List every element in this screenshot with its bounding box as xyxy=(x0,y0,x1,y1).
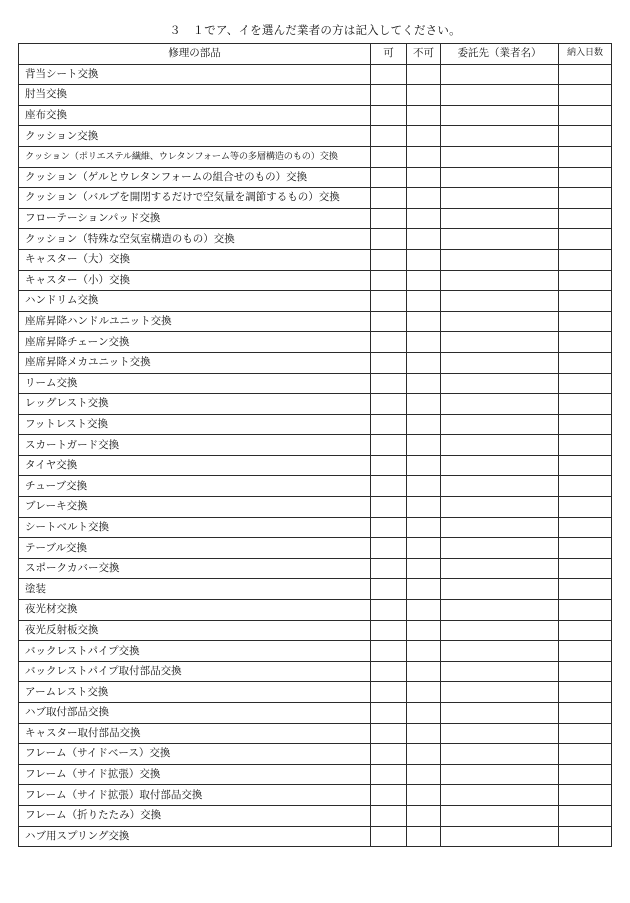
part-name-cell: キャスター（小）交換 xyxy=(19,270,371,291)
possible-cell[interactable] xyxy=(371,188,407,209)
delivery-days-cell[interactable] xyxy=(559,394,612,415)
part-name-cell: アームレスト交換 xyxy=(19,682,371,703)
delivery-days-cell[interactable] xyxy=(559,682,612,703)
impossible-cell[interactable] xyxy=(407,579,441,600)
possible-cell[interactable] xyxy=(371,455,407,476)
contractor-cell[interactable] xyxy=(441,105,559,126)
delivery-days-cell[interactable] xyxy=(559,229,612,250)
table-row xyxy=(19,455,612,476)
contractor-cell[interactable] xyxy=(441,188,559,209)
impossible-cell[interactable] xyxy=(407,85,441,106)
impossible-cell[interactable] xyxy=(407,373,441,394)
contractor-cell[interactable] xyxy=(441,249,559,270)
impossible-cell[interactable] xyxy=(407,64,441,85)
contractor-cell[interactable] xyxy=(441,703,559,724)
table-row xyxy=(19,291,612,312)
header-impossible: 不可 xyxy=(407,44,441,65)
table-row xyxy=(19,558,612,579)
part-name-cell: フレーム（サイドベース）交換 xyxy=(19,744,371,765)
possible-cell[interactable] xyxy=(371,146,407,167)
possible-cell[interactable] xyxy=(371,641,407,662)
delivery-days-cell[interactable] xyxy=(559,723,612,744)
contractor-cell[interactable] xyxy=(441,600,559,621)
possible-cell[interactable] xyxy=(371,538,407,559)
contractor-cell[interactable] xyxy=(441,414,559,435)
contractor-cell[interactable] xyxy=(441,620,559,641)
part-name-cell: チューブ交換 xyxy=(19,476,371,497)
possible-cell[interactable] xyxy=(371,826,407,847)
impossible-cell[interactable] xyxy=(407,146,441,167)
table-row xyxy=(19,497,612,518)
possible-cell[interactable] xyxy=(371,64,407,85)
possible-cell[interactable] xyxy=(371,682,407,703)
delivery-days-cell[interactable] xyxy=(559,805,612,826)
delivery-days-cell[interactable] xyxy=(559,414,612,435)
part-name-cell: 背当シート交換 xyxy=(19,64,371,85)
header-contractor: 委託先（業者名） xyxy=(441,44,559,65)
table-row xyxy=(19,146,612,167)
impossible-cell[interactable] xyxy=(407,538,441,559)
part-name-cell: クッション（バルブを開閉するだけで空気量を調節するもの）交換 xyxy=(19,188,371,209)
part-name-cell: クッション（ポリエステル繊維、ウレタンフォーム等の多層構造のもの）交換 xyxy=(19,146,371,167)
header-row xyxy=(19,44,612,65)
part-name-cell: 夜光材交換 xyxy=(19,600,371,621)
possible-cell[interactable] xyxy=(371,229,407,250)
delivery-days-cell[interactable] xyxy=(559,497,612,518)
impossible-cell[interactable] xyxy=(407,435,441,456)
part-name-cell: ハブ取付部品交換 xyxy=(19,703,371,724)
part-name-cell: バックレストパイプ交換 xyxy=(19,641,371,662)
possible-cell[interactable] xyxy=(371,167,407,188)
contractor-cell[interactable] xyxy=(441,682,559,703)
part-name-cell: ハンドリム交換 xyxy=(19,291,371,312)
part-name-cell: ブレーキ交換 xyxy=(19,497,371,518)
table-row xyxy=(19,85,612,106)
impossible-cell[interactable] xyxy=(407,208,441,229)
impossible-cell[interactable] xyxy=(407,394,441,415)
delivery-days-cell[interactable] xyxy=(559,208,612,229)
part-name-cell: 座席昇降メカユニット交換 xyxy=(19,352,371,373)
delivery-days-cell[interactable] xyxy=(559,455,612,476)
possible-cell[interactable] xyxy=(371,414,407,435)
part-name-cell: クッション交換 xyxy=(19,126,371,147)
contractor-cell[interactable] xyxy=(441,455,559,476)
impossible-cell[interactable] xyxy=(407,167,441,188)
part-name-cell: レッグレスト交換 xyxy=(19,394,371,415)
table-row xyxy=(19,167,612,188)
delivery-days-cell[interactable] xyxy=(559,744,612,765)
part-name-cell: 座席昇降ハンドルユニット交換 xyxy=(19,311,371,332)
delivery-days-cell[interactable] xyxy=(559,188,612,209)
delivery-days-cell[interactable] xyxy=(559,476,612,497)
impossible-cell[interactable] xyxy=(407,291,441,312)
table-row xyxy=(19,332,612,353)
part-name-cell: クッション（ゲルとウレタンフォームの組合せのもの）交換 xyxy=(19,167,371,188)
possible-cell[interactable] xyxy=(371,805,407,826)
table-row xyxy=(19,744,612,765)
delivery-days-cell[interactable] xyxy=(559,703,612,724)
contractor-cell[interactable] xyxy=(441,126,559,147)
table-row xyxy=(19,126,612,147)
contractor-cell[interactable] xyxy=(441,229,559,250)
header-delivery-days: 納入日数 xyxy=(559,44,612,65)
part-name-cell: スポークカバー交換 xyxy=(19,558,371,579)
possible-cell[interactable] xyxy=(371,744,407,765)
delivery-days-cell[interactable] xyxy=(559,785,612,806)
header-possible: 可 xyxy=(371,44,407,65)
table-row xyxy=(19,270,612,291)
delivery-days-cell[interactable] xyxy=(559,661,612,682)
contractor-cell[interactable] xyxy=(441,167,559,188)
contractor-cell[interactable] xyxy=(441,579,559,600)
table-row xyxy=(19,620,612,641)
part-name-cell: ハブ用スプリング交換 xyxy=(19,826,371,847)
delivery-days-cell[interactable] xyxy=(559,146,612,167)
possible-cell[interactable] xyxy=(371,105,407,126)
possible-cell[interactable] xyxy=(371,311,407,332)
part-name-cell: フレーム（サイド拡張）取付部品交換 xyxy=(19,785,371,806)
impossible-cell[interactable] xyxy=(407,744,441,765)
possible-cell[interactable] xyxy=(371,497,407,518)
possible-cell[interactable] xyxy=(371,620,407,641)
impossible-cell[interactable] xyxy=(407,723,441,744)
impossible-cell[interactable] xyxy=(407,455,441,476)
table-row xyxy=(19,723,612,744)
delivery-days-cell[interactable] xyxy=(559,435,612,456)
possible-cell[interactable] xyxy=(371,435,407,456)
table-row xyxy=(19,826,612,847)
possible-cell[interactable] xyxy=(371,785,407,806)
contractor-cell[interactable] xyxy=(441,785,559,806)
impossible-cell[interactable] xyxy=(407,600,441,621)
impossible-cell[interactable] xyxy=(407,682,441,703)
impossible-cell[interactable] xyxy=(407,703,441,724)
contractor-cell[interactable] xyxy=(441,208,559,229)
table-row xyxy=(19,805,612,826)
contractor-cell[interactable] xyxy=(441,373,559,394)
repair-parts-table xyxy=(18,43,612,847)
impossible-cell[interactable] xyxy=(407,414,441,435)
part-name-cell: スカートガード交換 xyxy=(19,435,371,456)
delivery-days-cell[interactable] xyxy=(559,352,612,373)
contractor-cell[interactable] xyxy=(441,764,559,785)
table-row xyxy=(19,517,612,538)
delivery-days-cell[interactable] xyxy=(559,538,612,559)
delivery-days-cell[interactable] xyxy=(559,826,612,847)
impossible-cell[interactable] xyxy=(407,805,441,826)
possible-cell[interactable] xyxy=(371,517,407,538)
possible-cell[interactable] xyxy=(371,764,407,785)
impossible-cell[interactable] xyxy=(407,476,441,497)
table-row xyxy=(19,682,612,703)
impossible-cell[interactable] xyxy=(407,352,441,373)
table-row xyxy=(19,414,612,435)
part-name-cell: シートベルト交換 xyxy=(19,517,371,538)
impossible-cell[interactable] xyxy=(407,661,441,682)
delivery-days-cell[interactable] xyxy=(559,620,612,641)
part-name-cell: 座席昇降チェーン交換 xyxy=(19,332,371,353)
contractor-cell[interactable] xyxy=(441,641,559,662)
possible-cell[interactable] xyxy=(371,394,407,415)
table-row xyxy=(19,435,612,456)
contractor-cell[interactable] xyxy=(441,332,559,353)
possible-cell[interactable] xyxy=(371,352,407,373)
contractor-cell[interactable] xyxy=(441,146,559,167)
possible-cell[interactable] xyxy=(371,332,407,353)
delivery-days-cell[interactable] xyxy=(559,517,612,538)
impossible-cell[interactable] xyxy=(407,311,441,332)
table-row xyxy=(19,208,612,229)
contractor-cell[interactable] xyxy=(441,476,559,497)
header-part: 修理の部品 xyxy=(19,44,371,65)
contractor-cell[interactable] xyxy=(441,435,559,456)
possible-cell[interactable] xyxy=(371,373,407,394)
possible-cell[interactable] xyxy=(371,703,407,724)
part-name-cell: キャスター（大）交換 xyxy=(19,249,371,270)
contractor-cell[interactable] xyxy=(441,744,559,765)
delivery-days-cell[interactable] xyxy=(559,600,612,621)
possible-cell[interactable] xyxy=(371,291,407,312)
delivery-days-cell[interactable] xyxy=(559,126,612,147)
table-body xyxy=(19,64,612,847)
contractor-cell[interactable] xyxy=(441,497,559,518)
possible-cell[interactable] xyxy=(371,723,407,744)
part-name-cell: タイヤ交換 xyxy=(19,455,371,476)
part-name-cell: フレーム（折りたたみ）交換 xyxy=(19,805,371,826)
contractor-cell[interactable] xyxy=(441,826,559,847)
impossible-cell[interactable] xyxy=(407,497,441,518)
delivery-days-cell[interactable] xyxy=(559,291,612,312)
part-name-cell: テーブル交換 xyxy=(19,538,371,559)
possible-cell[interactable] xyxy=(371,126,407,147)
contractor-cell[interactable] xyxy=(441,805,559,826)
page-title: ３ １でア、イを選んだ業者の方は記入してください。 xyxy=(169,23,461,37)
impossible-cell[interactable] xyxy=(407,785,441,806)
contractor-cell[interactable] xyxy=(441,723,559,744)
part-name-cell: クッション（特殊な空気室構造のもの）交換 xyxy=(19,229,371,250)
part-name-cell: 座布交換 xyxy=(19,105,371,126)
contractor-cell[interactable] xyxy=(441,394,559,415)
contractor-cell[interactable] xyxy=(441,538,559,559)
impossible-cell[interactable] xyxy=(407,517,441,538)
possible-cell[interactable] xyxy=(371,249,407,270)
part-name-cell: 塗装 xyxy=(19,579,371,600)
impossible-cell[interactable] xyxy=(407,249,441,270)
possible-cell[interactable] xyxy=(371,661,407,682)
contractor-cell[interactable] xyxy=(441,85,559,106)
table-row xyxy=(19,476,612,497)
delivery-days-cell[interactable] xyxy=(559,641,612,662)
table-row xyxy=(19,785,612,806)
table-row xyxy=(19,249,612,270)
impossible-cell[interactable] xyxy=(407,188,441,209)
part-name-cell: リーム交換 xyxy=(19,373,371,394)
part-name-cell: 肘当交換 xyxy=(19,85,371,106)
table-row xyxy=(19,764,612,785)
part-name-cell: キャスター取付部品交換 xyxy=(19,723,371,744)
table-row xyxy=(19,229,612,250)
impossible-cell[interactable] xyxy=(407,270,441,291)
delivery-days-cell[interactable] xyxy=(559,249,612,270)
table-row xyxy=(19,600,612,621)
contractor-cell[interactable] xyxy=(441,558,559,579)
delivery-days-cell[interactable] xyxy=(559,373,612,394)
table-row xyxy=(19,538,612,559)
table-row xyxy=(19,394,612,415)
delivery-days-cell[interactable] xyxy=(559,764,612,785)
impossible-cell[interactable] xyxy=(407,229,441,250)
table-row xyxy=(19,311,612,332)
delivery-days-cell[interactable] xyxy=(559,332,612,353)
delivery-days-cell[interactable] xyxy=(559,167,612,188)
contractor-cell[interactable] xyxy=(441,517,559,538)
table-row xyxy=(19,579,612,600)
part-name-cell: フローテーションパッド交換 xyxy=(19,208,371,229)
contractor-cell[interactable] xyxy=(441,661,559,682)
possible-cell[interactable] xyxy=(371,558,407,579)
impossible-cell[interactable] xyxy=(407,126,441,147)
delivery-days-cell[interactable] xyxy=(559,558,612,579)
possible-cell[interactable] xyxy=(371,270,407,291)
table-row xyxy=(19,661,612,682)
part-name-cell: バックレストパイプ取付部品交換 xyxy=(19,661,371,682)
table-row xyxy=(19,105,612,126)
delivery-days-cell[interactable] xyxy=(559,85,612,106)
contractor-cell[interactable] xyxy=(441,311,559,332)
impossible-cell[interactable] xyxy=(407,332,441,353)
table-row xyxy=(19,352,612,373)
part-name-cell: 夜光反射板交換 xyxy=(19,620,371,641)
possible-cell[interactable] xyxy=(371,476,407,497)
impossible-cell[interactable] xyxy=(407,764,441,785)
delivery-days-cell[interactable] xyxy=(559,311,612,332)
impossible-cell[interactable] xyxy=(407,641,441,662)
possible-cell[interactable] xyxy=(371,600,407,621)
table-row xyxy=(19,64,612,85)
part-name-cell: フットレスト交換 xyxy=(19,414,371,435)
table-row xyxy=(19,188,612,209)
impossible-cell[interactable] xyxy=(407,105,441,126)
impossible-cell[interactable] xyxy=(407,558,441,579)
contractor-cell[interactable] xyxy=(441,270,559,291)
table-row xyxy=(19,373,612,394)
part-name-cell: フレーム（サイド拡張）交換 xyxy=(19,764,371,785)
delivery-days-cell[interactable] xyxy=(559,64,612,85)
delivery-days-cell[interactable] xyxy=(559,270,612,291)
contractor-cell[interactable] xyxy=(441,64,559,85)
contractor-cell[interactable] xyxy=(441,352,559,373)
delivery-days-cell[interactable] xyxy=(559,105,612,126)
possible-cell[interactable] xyxy=(371,208,407,229)
table-row xyxy=(19,703,612,724)
table-row xyxy=(19,641,612,662)
contractor-cell[interactable] xyxy=(441,291,559,312)
delivery-days-cell[interactable] xyxy=(559,579,612,600)
possible-cell[interactable] xyxy=(371,579,407,600)
impossible-cell[interactable] xyxy=(407,826,441,847)
impossible-cell[interactable] xyxy=(407,620,441,641)
possible-cell[interactable] xyxy=(371,85,407,106)
